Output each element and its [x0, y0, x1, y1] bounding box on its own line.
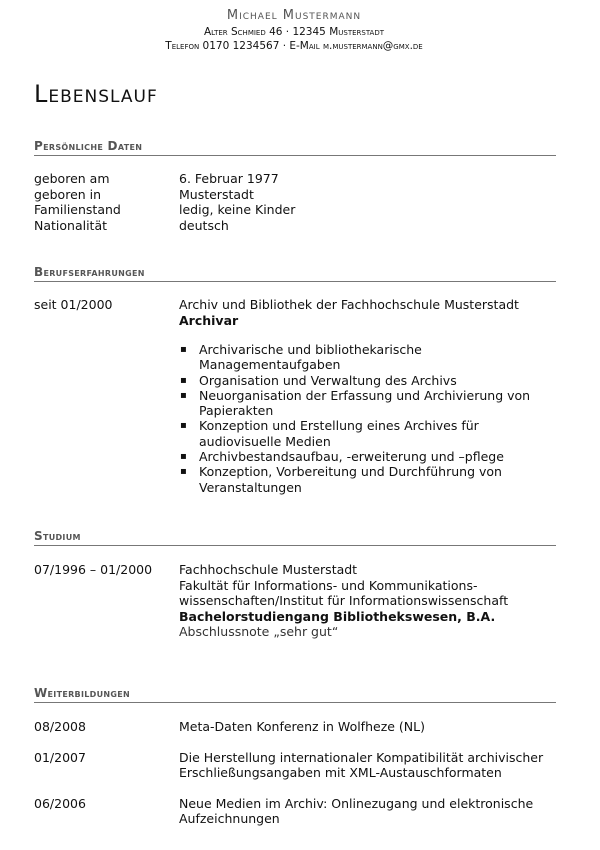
section-heading-training: Weiterbildungen [34, 686, 556, 703]
study-school: Fachhochschule Musterstadt [179, 562, 358, 577]
personal-row-marital-status [34, 202, 556, 218]
personal-value: 6. Februar 1977 [179, 171, 279, 186]
section-further-training [34, 686, 556, 827]
section-heading-study: Studium [34, 529, 556, 546]
bullet-icon: ▪ [180, 451, 187, 463]
list-item: ▪ Archivbestandsaufbau, -erweiterung und –pflege [180, 449, 504, 465]
bullet-icon: ▪ [180, 374, 187, 386]
section-work-experience [34, 265, 556, 495]
bullet-icon: ▪ [180, 344, 187, 355]
personal-label: Nationalität [34, 217, 108, 233]
personal-row-birthplace [34, 187, 556, 203]
training-title: Neue Medien im Archiv: Onlinezugang und elektronische Aufzeichnungen [179, 795, 534, 826]
training-entry [34, 719, 556, 735]
list-item: ▪ Konzeption und Erstellung eines Archives für audiovisuelle Medien [180, 418, 479, 449]
personal-label: geboren in [34, 186, 102, 202]
experience-employer: Archiv und Bibliothek der Fachhochschule Musterstadt [179, 297, 519, 312]
study-entry [34, 562, 556, 640]
personal-value: deutsch [179, 217, 229, 233]
experience-entry [34, 297, 556, 495]
contact-line: Telefon 0170 1234567 · E-Mail m.mustermann@gmx.de [165, 40, 423, 52]
training-title: Meta-Daten Konferenz in Wolfheze (NL) [179, 719, 425, 734]
personal-label: geboren am [34, 171, 110, 186]
training-date: 06/2006 [34, 795, 86, 811]
personal-row-birthdate [34, 171, 556, 187]
training-entry [34, 750, 556, 781]
section-education [34, 529, 556, 640]
personal-value: Musterstadt [179, 186, 254, 202]
bullet-icon: ▪ [180, 389, 187, 401]
experience-period: seit 01/2000 [34, 297, 113, 312]
bullet-icon: ▪ [180, 466, 187, 478]
contact-header [0, 6, 588, 53]
list-item: ▪ Archivarische und bibliothekarische Managementaufgaben [180, 342, 422, 373]
personal-row-nationality [34, 218, 556, 234]
task-list [179, 342, 556, 495]
training-date: 08/2008 [34, 719, 86, 734]
list-item: ▪ Neuorganisation der Erfassung und Archivierung von Papierakten [180, 387, 531, 419]
list-item: ▪ Konzeption, Vorbereitung und Durchführung von Veranstaltungen [180, 464, 502, 495]
bullet-icon: ▪ [180, 420, 187, 432]
study-degree: Bachelorstudiengang Bibliothekswesen, B.A. [179, 608, 496, 624]
applicant-name: Michael Mustermann [226, 8, 362, 23]
training-title: Die Herstellung internationaler Kompatibilität archivischer Erschließungsangaben mit XML-Austauschformaten [179, 749, 544, 780]
section-heading-personal: Persönliche Daten [34, 139, 556, 156]
training-date: 01/2007 [34, 749, 86, 765]
list-item: ▪ Organisation und Verwaltung des Archivs [180, 372, 457, 388]
section-personal-data [34, 139, 556, 233]
training-entry [34, 796, 556, 827]
study-grade: Abschlussnote „sehr gut“ [179, 624, 339, 639]
personal-value: ledig, keine Kinder [179, 202, 296, 217]
personal-label: Familienstand [34, 202, 121, 217]
section-heading-experience: Berufserfahrungen [34, 265, 556, 282]
experience-position: Archivar [179, 312, 239, 328]
study-faculty: Fakultät für Informations- und Kommunikations-wissenschaften/Institut für Informationswissenschaft [179, 577, 509, 608]
document-title: Lebenslauf [34, 80, 158, 108]
address-line: Alter Schmied 46 · 12345 Musterstadt [203, 26, 385, 38]
study-period: 07/1996 – 01/2000 [34, 562, 153, 577]
